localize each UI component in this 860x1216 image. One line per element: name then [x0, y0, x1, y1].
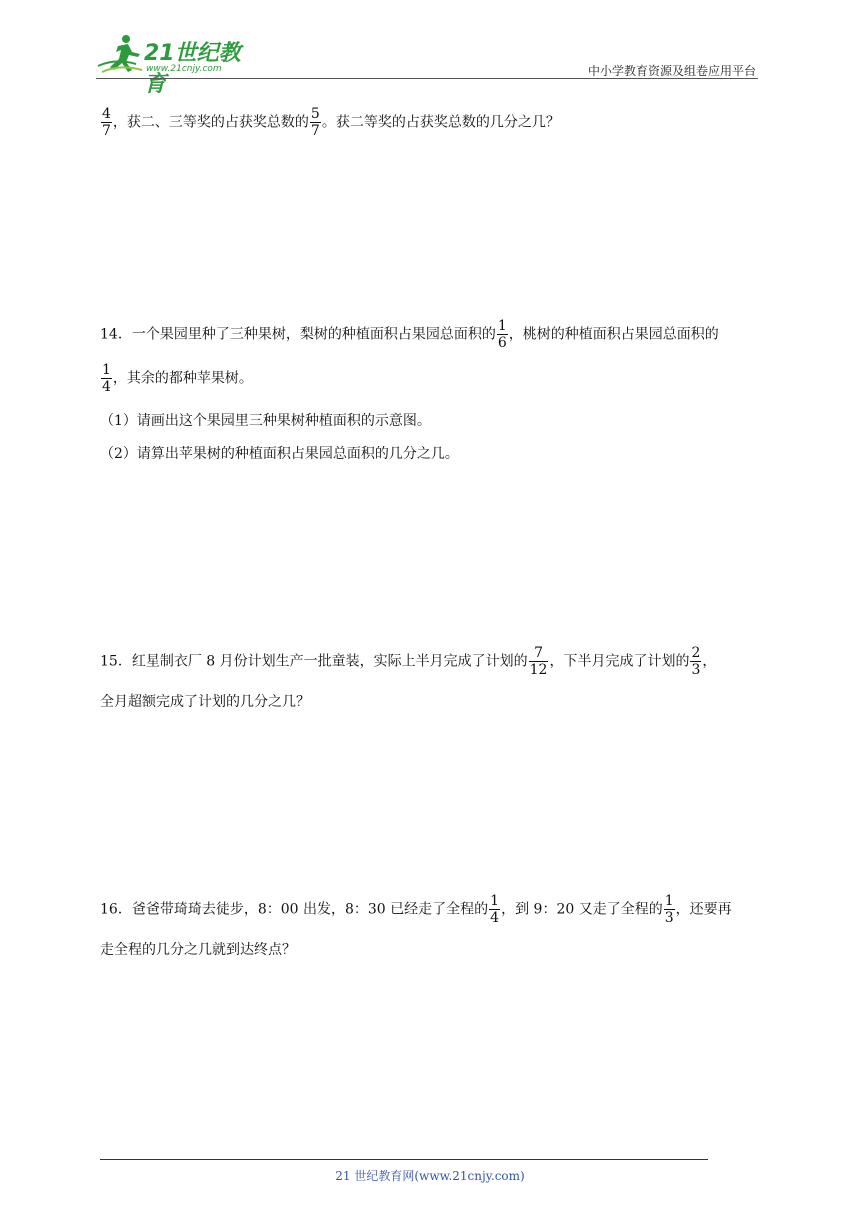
header-divider: [96, 78, 758, 79]
q14-line2: $\frac{1}{4}$ ，其余的都种苹果树。: [102, 362, 253, 395]
fraction-1-3: $\frac{1}{3}$: [664, 893, 674, 926]
q14-line1: 14．一个果园里种了三种果树，梨树的种植面积占果园总面积的 $\frac{1}{6}$ ，桃树的种植面积占果园总面积的: [100, 318, 719, 351]
q15-line2: 全月超额完成了计划的几分之几？: [100, 694, 310, 710]
fraction-1-4: $\frac{1}{4}$: [102, 362, 111, 395]
fraction-5-7: $\frac{5}{7}$: [310, 106, 320, 139]
fraction-1-6: $\frac{1}{6}$: [497, 318, 507, 351]
q14-subquestion-2: （2）请算出苹果树的种植面积占果园总面积的几分之几。: [100, 446, 459, 462]
footer-site-link[interactable]: 21 世纪教育网(www.21cnjy.com): [335, 1169, 525, 1183]
q15-line1: 15．红星制衣厂 8 月份计划生产一批童装，实际上半月完成了计划的 $\frac{7}{12}$ ，下半月完成了计划的 $\frac{2}{3}$ ，: [100, 645, 717, 678]
header-platform-text: 中小学教育资源及组卷应用平台: [587, 64, 756, 78]
q14-subquestion-1: （1）请画出这个果园里三种果树种植面积的示意图。: [100, 413, 431, 429]
fraction-2-3: $\frac{2}{3}$: [691, 645, 701, 678]
site-logo: [96, 30, 256, 97]
logo-text: 21世纪教育: [144, 41, 241, 97]
fraction-1-4-b: $\frac{1}{4}$: [490, 893, 500, 926]
footer-divider: [100, 1159, 708, 1160]
logo-url: www.21cnjy.com: [146, 64, 222, 74]
fraction-4-7: $\frac{4}{7}$: [102, 106, 111, 139]
q16-line1: 16．爸爸带琦琦去徒步，8：00 出发，8：30 已经走了全程的 $\frac{1}{4}$ ，到 9：20 又走了全程的 $\frac{1}{3}$ ，还要再: [100, 893, 732, 926]
fraction-7-12: $\frac{7}{12}$: [529, 645, 548, 678]
q16-line2: 走全程的几分之几就到达终点？: [100, 942, 296, 958]
q13-line1: $\frac{4}{7}$ ，获二、三等奖的占获奖总数的 $\frac{5}{7}$ 。获二等奖的占获奖总数的几分之几？: [102, 106, 560, 139]
